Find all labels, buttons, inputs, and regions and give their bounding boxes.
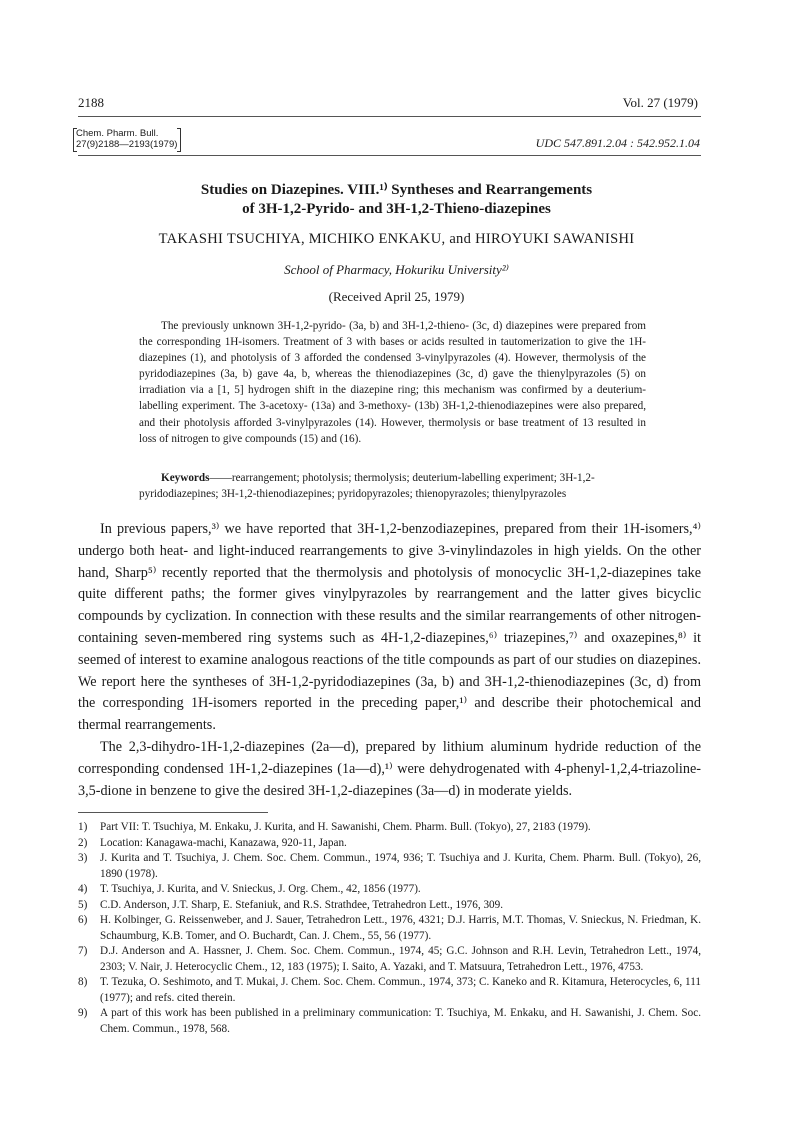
footnote-number: 5) [78, 898, 88, 911]
page-number: 2188 [78, 95, 104, 110]
udc-code: UDC 547.891.2.04 : 542.952.1.04 [535, 136, 700, 150]
footnote-number: 2) [78, 836, 88, 849]
footnote-number: 6) [78, 914, 88, 926]
footnote-item [78, 913, 701, 944]
footnote-item [78, 898, 701, 914]
footnote-rule [78, 812, 268, 813]
footnote-text: T. Tezuka, O. Seshimoto, and T. Mukai, J. Chem. Soc. Chem. Commun., 1974, 373; C. Kaneko and R. Kitamura, Heterocycles, 6, 111 (1977); and refs. cited therein. [100, 976, 701, 1004]
footnote-list [78, 820, 701, 1037]
footnote-text: A part of this work has been published in a preliminary communication: T. Tsuchiya, M. Enkaku, and H. Sawanishi, J. Chem. Soc. Chem. Commun., 1978, 568. [100, 1007, 701, 1035]
footnote-number: 8) [78, 976, 88, 988]
footnote-text: D.J. Anderson and A. Hassner, J. Chem. Soc. Chem. Commun., 1974, 45; G.C. Johnson and R.H. Levin, Tetrahedron Lett., 1974, 2303; V. Nair, J. Heterocyclic Chem., 12, 183 (1975); I. Saito, A. Yazaki, and T. Matsuura, Tetrahedron Lett., 1976, 4753. [100, 945, 701, 973]
paper-title [0, 181, 793, 219]
abstract [139, 318, 646, 447]
footnote-item [78, 1006, 701, 1037]
footnote-text: T. Tsuchiya, J. Kurita, and V. Snieckus, J. Org. Chem., 42, 1856 (1977). [100, 883, 421, 895]
abstract-text: The previously unknown 3H-1,2-pyrido- (3a, b) and 3H-1,2-thieno- (3c, d) diazepines were prepared from the corresponding 1H-isomers. Treatment of 3 with bases or acids resulted in tautomerization to give the 1H-diazepines (1), and photolysis of 3 afforded the condensed 3-vinylpyrazoles (4). However, thermolysis of the pyridodiazepines (3a, b) gave 4a, b, whereas the thienodiazepines (3c, d) gave the thienylpyrazoles (5) on irradiation via a [1, 5] hydrogen shift in the diazepine ring; this mechanism was confirmed by a deuterium-labelling experiment. The 3-acetoxy- (13a) and 3-methoxy- (13b) 3H-1,2-thienodiazepines were also prepared, and their photolysis afforded 3-vinylpyrazoles (14). However, thermolysis or base treatment of 13 resulted in loss of nitrogen to give compounds (15) and (16). [139, 320, 646, 445]
title-top-rule [78, 155, 701, 156]
footnote-number: 3) [78, 852, 88, 864]
volume-label: Vol. 27 (1979) [622, 95, 698, 110]
footnote-item [78, 836, 701, 852]
header-rule [78, 116, 701, 117]
author-list: TAKASHI TSUCHIYA, MICHIKO ENKAKU, and HIROYUKI SAWANISHI [158, 231, 635, 247]
received-date: (Received April 25, 1979) [328, 289, 465, 304]
keywords-text: rearrangement; photolysis; thermolysis; deuterium-labelling experiment; 3H-1,2-pyridodiazepines; 3H-1,2-thienodiazepines; pyridopyrazoles; thienopyrazoles; thienylpyrazoles [139, 472, 595, 501]
body-paragraph-2: The 2,3-dihydro-1H-1,2-diazepines (2a—d), prepared by lithium aluminum hydride reduction of the corresponding condensed 1H-1,2-diazepines (1a—d),¹⁾ were dehydrogenated with 4-phenyl-1,2,4-triazoline-3,5-dione in benzene to give the desired 3H-1,2-diazepines (3a—d) in moderate yields. [78, 738, 701, 799]
keywords [139, 470, 646, 502]
footnote-item [78, 851, 701, 882]
footnote-text: Part VII: T. Tsuchiya, M. Enkaku, J. Kurita, and H. Sawanishi, Chem. Pharm. Bull. (Tokyo), 27, 2183 (1979). [100, 821, 591, 833]
body-paragraph-1: In previous papers,³⁾ we have reported that 3H-1,2-benzodiazepines, prepared from their 1H-isomers,⁴⁾ undergo both heat- and light-induced rearrangements to give 3-vinylindazoles in high yields. On the other hand, Sharp⁵⁾ recently reported that the thermolysis and photolysis of monocyclic 3H-1,2-diazepines take quite different paths; the former gives vinylpyrazoles by rearrangement and the latter gives bicyclic compounds by cyclization. In connection with these results and the similar rearrangements of other nitrogen-containing seven-membered ring systems such as 4H-1,2-diazepines,⁶⁾ triazepines,⁷⁾ and oxazepines,⁸⁾ it seemed of interest to examine analogous reactions of the title compounds as part of our studies on diazepines. We report here the syntheses of 3H-1,2-pyridodiazepines (3a, b) and 3H-1,2-thienodiazepines (3c, d) from the corresponding 1H-isomers reported in the preceding paper,¹⁾ and describe their photochemical and thermal rearrangements. [78, 521, 701, 734]
body-text [78, 519, 701, 802]
journal-citation [76, 128, 177, 150]
footnote-item [78, 820, 701, 836]
footnote-text: J. Kurita and T. Tsuchiya, J. Chem. Soc. Chem. Commun., 1974, 936; T. Tsuchiya and J. Kurita, Chem. Pharm. Bull. (Tokyo), 26, 1890 (1978). [100, 852, 701, 880]
footnote-item [78, 944, 701, 975]
footnote-text: Location: Kanagawa-machi, Kanazawa, 920-11, Japan. [100, 836, 347, 849]
footnote-number: 9) [78, 1007, 88, 1019]
title-line-2: of 3H-1,2-Pyrido- and 3H-1,2-Thieno-diazepines [242, 201, 551, 217]
footnote-text: H. Kolbinger, G. Reissenweber, and J. Sauer, Tetrahedron Lett., 1976, 4321; D.J. Harris, M.T. Thomas, V. Snieckus, N. Friedman, K. Schaumburg, K.B. Tomer, and O. Buchardt, Can. J. Chem., 55, 56 (1977). [100, 914, 701, 942]
title-line-1: Studies on Diazepines. VIII.¹⁾ Syntheses and Rearrangements [200, 182, 593, 198]
footnote-text: C.D. Anderson, J.T. Sharp, E. Stefaniuk, and R.S. Strathdee, Tetrahedron Lett., 1976, 309. [100, 898, 504, 911]
footnote-item [78, 975, 701, 1006]
affiliation: School of Pharmacy, Hokuriku University²⁾ [284, 262, 509, 277]
journal-volume-pages: 27(9)2188—2193(1979) [76, 139, 178, 150]
keywords-dash: —— [209, 472, 232, 484]
footnote-item [78, 882, 701, 898]
journal-name: Chem. Pharm. Bull. [76, 128, 159, 139]
footnote-number: 4) [78, 883, 88, 895]
footnote-number: 1) [78, 821, 88, 833]
footnote-number: 7) [78, 945, 88, 957]
keywords-label: Keywords [161, 472, 210, 484]
